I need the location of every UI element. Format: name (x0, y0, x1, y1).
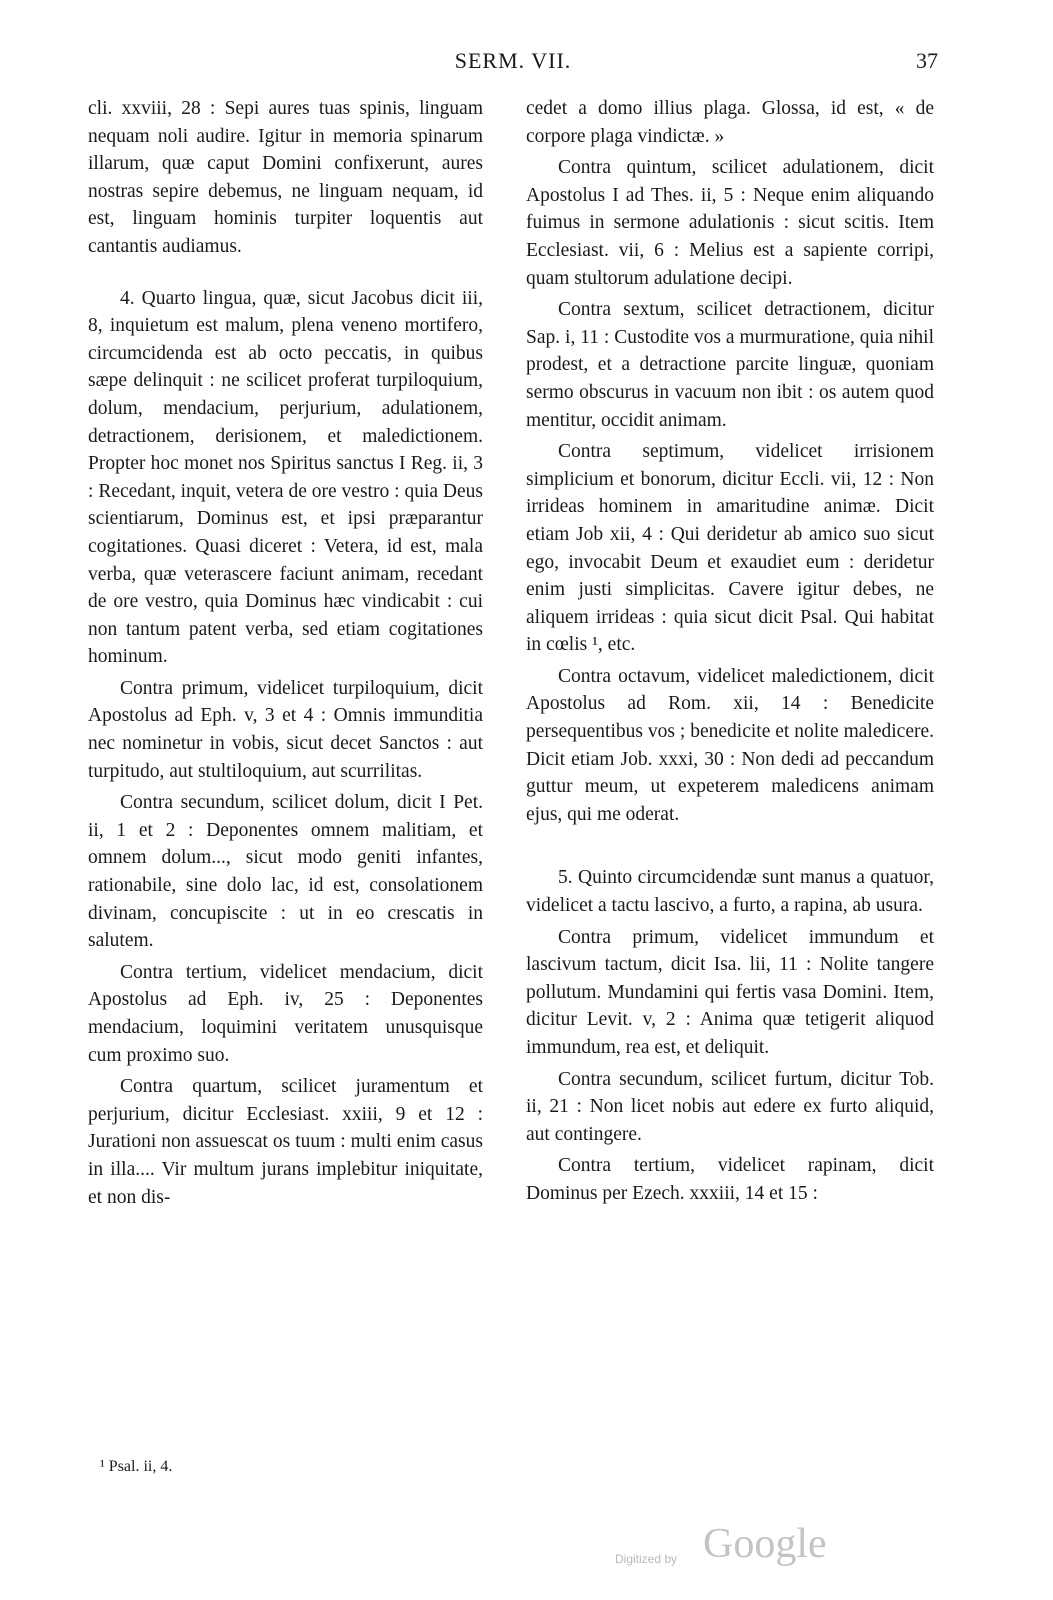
paragraph: 4. Quarto lingua, quæ, sicut Jacobus dicit iii, 8, inquietum est malum, plena veneno mortifero, circumcidenda est ab octo peccatis, in quibus sæpe delinquit : ne scilicet proferat turpiloquium, dolum, mendacium, perjurium, adulationem, detractionem, derisionem, et maledictionem. Propter hoc monet nos Spiritus sanctus I Reg. ii, 3 : Recedant, inquit, vetera de ore vestro : quia Deus scientiarum, Dominus est, et ipsi præparantur cogitationes. Quasi diceret : Vetera, id est, mala verba, quæ veterascere faciunt animam, recedant de ore vestro, quia Dominus hæc vindicabit : cui non tantum patent verba, sed etiam cogitationes hominum. (88, 287, 483, 668)
paragraph: Contra septimum, videlicet irrisionem simplicium et bonorum, dicitur Eccli. vii, 12 : Non irrideas hominem in amaritudine animæ. Dicit etiam Job xii, 4 : Qui deridetur ab amico suo sicut ego, invocabit Deum et exaudiet eum : deridetur enim justi simplicitas. Cavere igitur debes, ne aliquem irrideas : quia sicut dicit Psal. Qui habitat in cœlis ¹, etc. (526, 441, 934, 656)
paragraph: Contra primum, videlicet immundum et lascivum tactum, dicit Isa. lii, 11 : Nolite tangere pollutum. Mundamini qui fertis vasa Domini. Item, dicitur Levit. v, 2 : Anima quæ tetigerit aliquod immundum, rea est, et deliquit. (526, 926, 934, 1058)
paragraph: Contra secundum, scilicet furtum, dicitur Tob. ii, 21 : Non licet nobis aut edere ex furto aliquid, aut contingere. (526, 1068, 934, 1145)
paragraph: 5. Quinto circumcidendæ sunt manus a quatuor, videlicet a tactu lascivo, a furto, a rapina, ab usura. (526, 867, 934, 917)
paragraph: Contra tertium, videlicet rapinam, dicit Dominus per Ezech. xxxiii, 14 et 15 : (526, 1155, 934, 1204)
paragraph: Contra tertium, videlicet mendacium, dicit Apostolus ad Eph. iv, 25 : Deponentes mendacium, loquimini veritatem unusquisque cum proximo suo. (88, 961, 483, 1066)
paragraph: cedet a domo illius plaga. Glossa, id est, « de corpore plaga vindictæ. » (526, 98, 934, 147)
page-number: 37 (916, 48, 938, 73)
google-logo: Google (703, 1521, 827, 1567)
footnote: ¹ Psal. ii, 4. (100, 1458, 173, 1475)
watermark-small-text: Digitized by (615, 1552, 678, 1566)
paragraph: Contra sextum, scilicet detractionem, dicitur Sap. i, 11 : Custodite vos a murmuratione, quia nihil prodest, et a detractione parcite linguæ, quoniam sermo obscurus in vacuum non ibit : os autem quod mentitur, occidit animam. (526, 299, 934, 431)
digitized-watermark (615, 1520, 855, 1580)
paragraph: Contra quintum, scilicet adulationem, dicit Apostolus I ad Thes. ii, 5 : Neque enim aliquando fuimus in sermone adulationis : sicut scitis. Item Ecclesiast. vii, 6 : Melius est a sapiente corripi, quam stultorum adulatione decipi. (526, 157, 934, 289)
paragraph: Contra octavum, videlicet maledictionem, dicit Apostolus ad Rom. xii, 14 : Benedicite persequentibus vos ; benedicite et nolite maledicere. Dicit etiam Job. xxxi, 30 : Non dedi ad peccandum guttur meum, ut expeterem maledicens animam ejus, qui me oderat. (526, 665, 934, 825)
left-column (88, 95, 483, 1211)
paragraph: Contra quartum, scilicet juramentum et perjurium, dicitur Ecclesiast. xxiii, 9 et 12 : Jurationi non assuescat os tuum : multi enim casus in illa.... Vir multum jurans implebitur iniquitate, et non dis- (88, 1076, 483, 1208)
paragraph: cli. xxviii, 28 : Sepi aures tuas spinis, linguam nequam noli audire. Igitur in memoria spinarum illarum, quæ caput Domini confixerunt, aures nostras sepire debemus, ne linguam nequam, id est, linguam hominis turpiter loquentis aut cantantis audiamus. (88, 98, 483, 257)
paragraph: Contra primum, videlicet turpiloquium, dicit Apostolus ad Eph. v, 3 et 4 : Omnis immunditia nec nominetur in vobis, sicut decet Sanctos : aut turpitudo, aut stultiloquium, aut scurrilitas. (88, 677, 483, 782)
paragraph: Contra secundum, scilicet dolum, dicit I Pet. ii, 1 et 2 : Deponentes omnem malitiam, et omnem dolum..., sicut modo geniti infantes, rationabile, sine dolo lac, id est, consolationem divinam, concupiscite : ut in eo crescatis in salutem. (88, 792, 483, 952)
page-header (88, 48, 938, 80)
right-column (526, 95, 934, 1208)
running-title: SERM. VII. (454, 48, 572, 73)
